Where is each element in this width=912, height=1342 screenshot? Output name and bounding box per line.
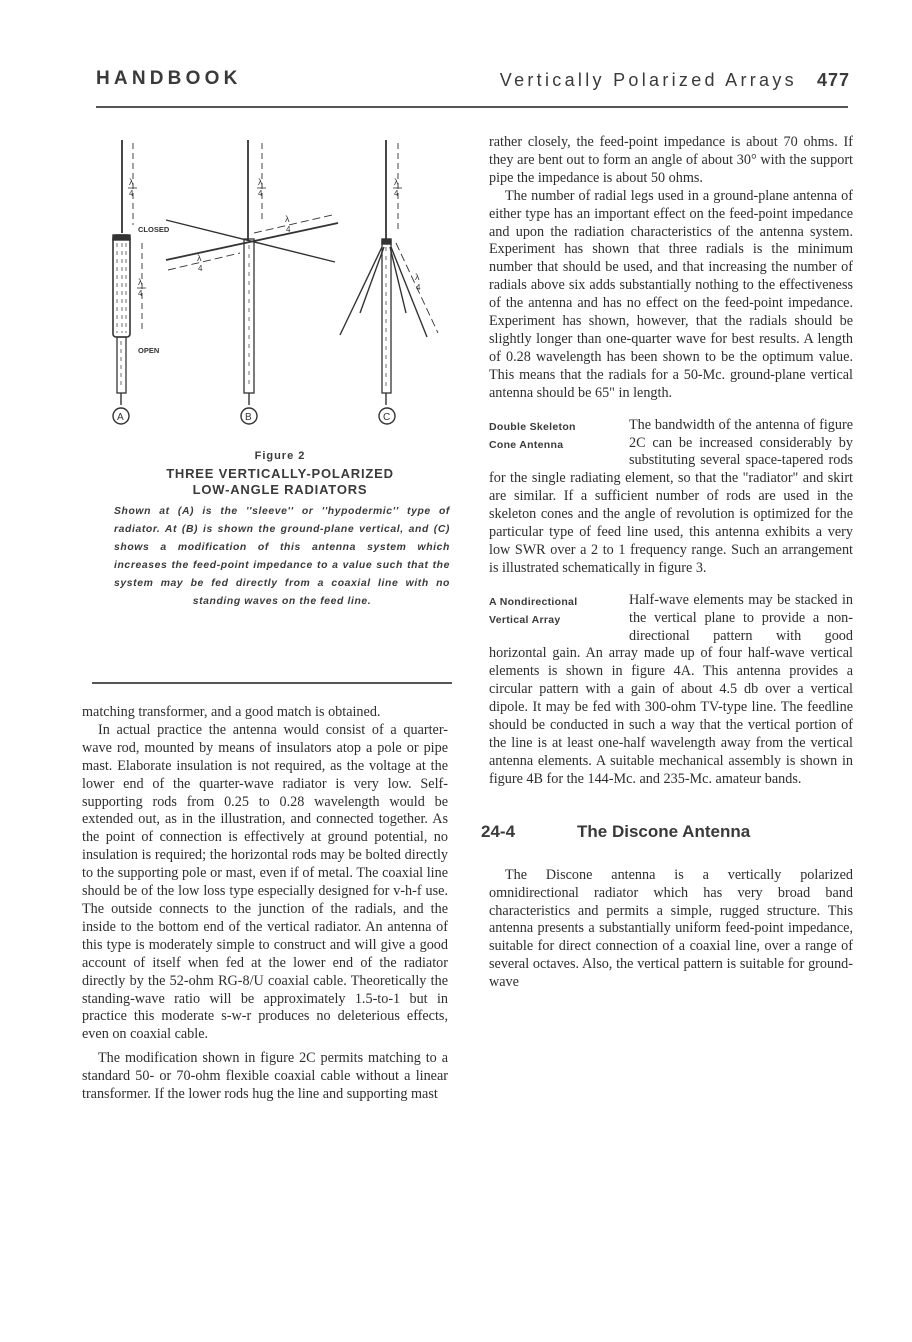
right-column [481,134,853,992]
running-header [96,66,850,106]
paragraph: The bandwidth of the antenna of figure 2C can be increased considerably by substituting several space-tapered rods for the single radiating element, so that the "radiator" and skirt are similar. If a sufficient number of rods are used in the skeleton cones and the angle of revolution is optimized for the particular type of feed line used, this antenna exhibits a very low SWR over a 2 to 1 frequency range. Such an arrangement is illustrated schematically in figure 3. [489,416,853,576]
paragraph: In actual practice the antenna would consist of a quarter-wave rod, mounted by means of insulators atop a pole or pipe mast. Elaborate insulation is not required, as the voltage at the lower end of the quarter-wave radiator is very low. Self-supporting rods from 0.25 to 0.28 wavelength would be extended out, as in the illustration, and connected together. As the point of connection is effectively at ground potential, no insulation is required; the horizontal rods may be bolted directly to the supporting pole or mast, even if of metal. The coaxial line should be of the low loss type especially designed for v-h-f use. The outside connects to the junction of the radials, and the inside to the bottom end of the vertical radiator. An antenna of this type is moderately simple to construct and will give a good account of itself when fed at the lower end of the radiator directly by the 52-ohm RG-8/U coaxial cable. Theoretically the standing-wave ratio will be approximately 1.5-to-1 but in practice this moderate s-w-r produces no deleterious effects, even on coaxial cable. [82,721,448,1043]
figure-description: Shown at (A) is the ''sleeve'' or ''hypodermic'' type of radiator. At (B) is shown the ground-plane vertical, and (C) shows a modification of this antenna system which increases the feed-point impedance to a value such that the system may be fed directly from a coaxial line with no standing waves on the feed line. [114,506,450,607]
book-title: HANDBOOK [96,68,242,89]
side-heading: Double Skeleton Cone Antenna [489,420,576,451]
svg-text:CLOSED: CLOSED [138,225,170,234]
caption-rule [92,682,452,684]
svg-text:λ: λ [197,253,202,263]
paragraph: Half-wave elements may be stacked in the vertical plane to provide a non-directional pattern with good horizontal gain. An array made up of four half-wave vertical elements is shown in figure 4A. This antenna provides a circular pattern with a gain of about 4.5 db over a vertical dipole. It may be fed with 300-ohm TV-type line. The feedline should be conducted in such a way that the vertical portion of the line is at least one-half wavelength away from the vertical antenna elements. A suitable mechanical assembly is shown in figure 4B for the 144-Mc. and 235-Mc. amateur bands. [489,591,853,787]
paragraph: The modification shown in figure 2C permits matching to a standard 50- or 70-ohm flexible coaxial cable without a linear transformer. If the lower rods hug the line and supporting mast [82,1050,448,1103]
svg-text:λ: λ [394,177,399,187]
svg-text:4: 4 [286,225,291,234]
chapter-title: Vertically Polarized Arrays [499,70,797,90]
page-number: 477 [816,70,850,90]
chapter-header [500,70,850,91]
svg-text:4: 4 [416,283,421,292]
paragraph: matching transformer, and a good match is obtained. [82,704,381,720]
section-title: The Discone Antenna [577,821,751,841]
svg-text:B: B [245,412,252,423]
svg-text:λ: λ [129,177,134,187]
svg-text:4: 4 [138,289,143,298]
side-heading: A Nondirectional Vertical Array [489,595,578,626]
subsection-nondirectional-array [489,592,853,789]
figure-title-line-1: THREE VERTICALLY-POLARIZED [166,466,394,481]
antenna-c-modified [340,140,438,424]
svg-text:λ: λ [138,277,143,287]
svg-text:C: C [383,412,391,423]
svg-text:λ: λ [415,272,420,282]
svg-text:4: 4 [394,189,399,198]
svg-text:λ: λ [258,177,263,187]
paragraph: The number of radial legs used in a ground-plane antenna of either type has an important effect on the feed-point impedance and upon the radiation characteristics of the antenna system. Experiment has shown that three radials is the minimum number that should be used, and that increasing the number of radials above six adds substantially nothing to the effectiveness of the antenna and has no effect on the feed-point impedance. Experiment has shown, however, that the radials should be slightly longer than one-quarter wave for best results. A length of 0.28 wavelength has been shown to be the optimum value. This means that the radials for a 50-Mc. ground-plane vertical antenna should be 65" in length. [489,187,853,401]
svg-text:λ: λ [285,214,290,224]
paragraph: rather closely, the feed-point impedance is about 70 ohms. If they are bent out to form an angle of about 30° with the support pipe the impedance is about 50 ohms. [489,134,853,186]
svg-text:OPEN: OPEN [138,346,160,355]
paragraph: The Discone antenna is a vertically polarized omnidirectional radiator which has very broad band characteristics and permits a simple, rugged structure. This antenna presents a substantially uniform feed-point impedance, suitable for direct connection of a coaxial line, over a range of several octaves. Also, the vertical pattern is suitable for ground-wave [489,866,853,991]
figure-caption [100,450,460,611]
svg-text:A: A [117,412,124,423]
svg-text:4: 4 [129,189,134,198]
subsection-double-skeleton-cone [489,417,853,578]
antenna-b-ground-plane [166,140,338,424]
left-column [82,704,448,1104]
svg-text:4: 4 [258,189,263,198]
figure-2-illustration [100,125,440,445]
section-number: 24-4 [481,821,516,841]
section-heading [481,821,853,847]
figure-title-line-2: LOW-ANGLE RADIATORS [192,482,368,497]
antenna-a-sleeve [113,140,170,424]
header-rule [96,106,848,108]
figure-number: Figure 2 [254,450,306,462]
svg-text:4: 4 [198,264,203,273]
